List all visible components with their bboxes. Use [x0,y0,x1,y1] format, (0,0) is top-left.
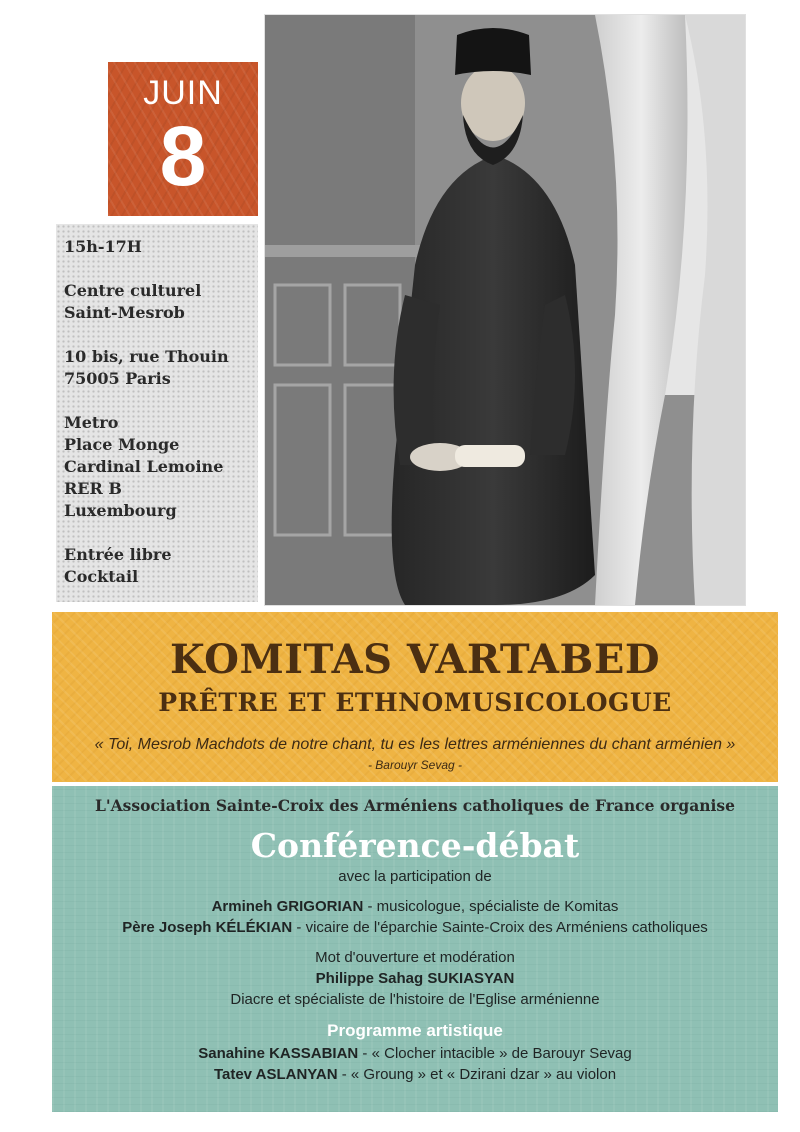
event-transport [64,412,254,522]
performance-detail: - « Clocher intacible » de Barouyr Sevag [358,1045,632,1062]
time-text: 15h-17H [64,237,142,256]
speaker-line [52,917,778,938]
program-line [52,1043,778,1064]
address-line: 10 bis, rue Thouin [64,347,229,366]
performer-name: Sanahine KASSABIAN [198,1045,359,1062]
date-day: 8 [159,109,207,203]
speaker-role: - vicaire de l'éparchie Sainte-Croix des Arméniens catholiques [292,919,708,936]
quote-text: « Toi, Mesrob Machdots de notre chant, tu es les lettres arméniennes du chant arménien » [94,736,736,753]
transport-line: RER B [64,479,122,498]
program-title: Programme artistique [327,1021,503,1040]
moderator-name-text: Philippe Sahag SUKIASYAN [315,970,515,987]
transport-line: Metro [64,413,119,432]
extras-line: Entrée libre [64,545,172,564]
subtitle: PRÊTRE ET ETHNOMUSICOLOGUE [158,688,672,717]
speaker-role: - musicologue, spécialiste de Komitas [363,898,619,915]
portrait-illustration [265,15,745,605]
venue-line: Centre culturel [64,281,202,300]
quote-author: - Barouyr Sevag - [367,758,463,772]
event-info-panel [56,224,258,602]
date-badge [108,62,258,216]
speaker-name: Père Joseph KÉLÉKIAN [122,919,293,936]
transport-line: Cardinal Lemoine [64,457,224,476]
event-time [64,236,254,258]
extras-line: Cocktail [64,567,139,586]
transport-line: Place Monge [64,435,180,454]
moderator-name [52,968,778,989]
conference-section [52,786,778,1112]
organizer-line: L'Association Sainte-Croix des Arméniens catholiques de France organise [94,796,736,815]
event-extras [64,544,254,588]
date-month: JUIN [143,74,223,112]
program-line [52,1064,778,1085]
main-title: KOMITAS VARTABED [169,636,661,683]
event-venue [64,280,254,324]
participation-label: avec la participation de [338,868,492,885]
moderation-label: Mot d'ouverture et modération [315,949,515,966]
address-line: 75005 Paris [64,369,171,388]
speaker-name: Armineh GRIGORIAN [211,898,364,915]
moderator-role: Diacre et spécialiste de l'histoire de l'Eglise arménienne [230,991,600,1008]
event-address [64,346,254,390]
title-banner [52,612,778,782]
conference-title: Conférence-débat [250,826,580,865]
performer-name: Tatev ASLANYAN [213,1066,338,1083]
venue-line: Saint-Mesrob [64,303,185,322]
transport-line: Luxembourg [64,501,177,520]
performance-detail: - « Groung » et « Dzirani dzar » au violon [337,1066,617,1083]
speaker-line [52,896,778,917]
portrait-photo [264,14,746,606]
